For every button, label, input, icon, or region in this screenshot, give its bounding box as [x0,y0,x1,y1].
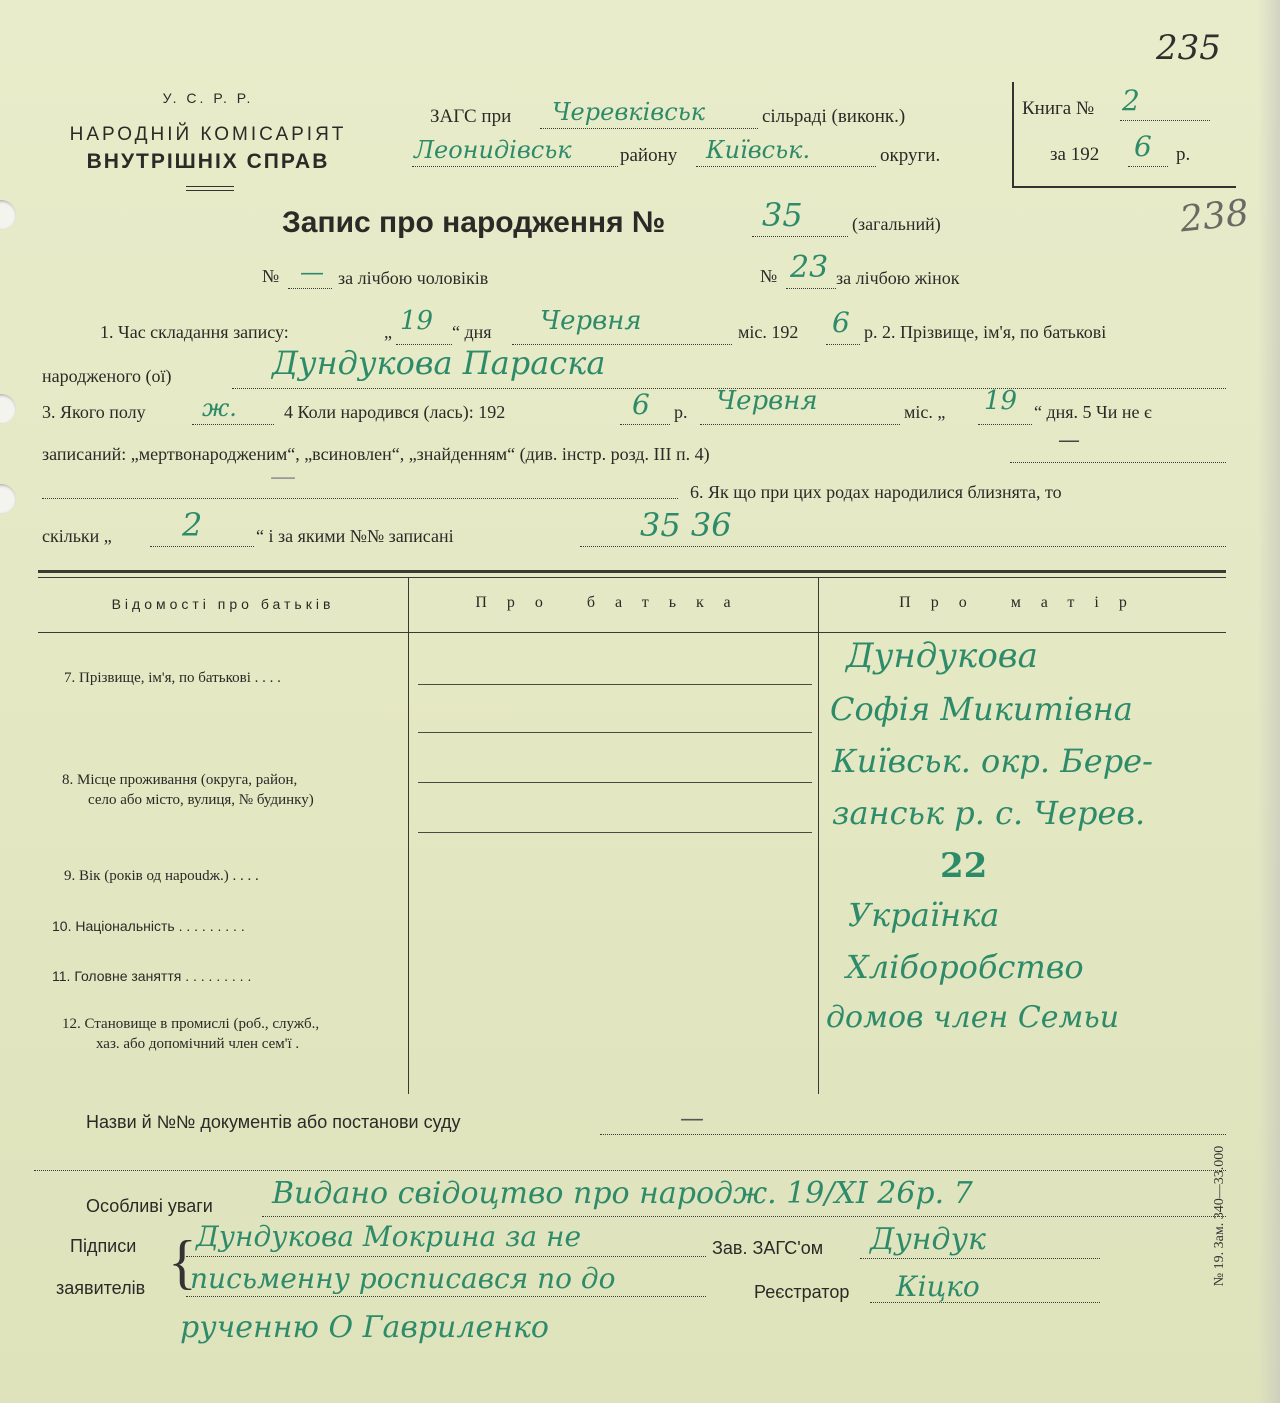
fill-line [1128,166,1168,167]
mother-age-handwritten: 22 [940,846,988,886]
special-notes-label: Особливі уваги [86,1196,213,1216]
fill-line [262,1216,1226,1217]
mother-nationality-handwritten: Українка [848,896,1000,934]
print-mark: № 19. Зам. 340—33.000 [1212,1145,1228,1287]
father-row-line [418,732,812,733]
sex-handwritten: ж. [202,394,237,422]
fill-line [186,1296,706,1297]
surname-label: р. 2. Прізвище, ім'я, по батькові [864,322,1107,342]
birth-day-handwritten: 19 [984,386,1018,416]
fill-line [412,166,618,167]
fill-line [826,344,860,345]
fill-line [288,288,332,289]
fill-line [42,498,678,499]
zags-head-handwritten: Дундук [870,1222,986,1257]
mother-surname-handwritten: Дундукова [846,636,1038,676]
women-count-handwritten: 23 [790,250,829,285]
table-header-rule [38,632,1226,633]
okrug-label: округи. [880,145,941,166]
book-label: Книга № [1022,98,1095,119]
signatures-label: Підписи [70,1236,137,1256]
twins-question: 6. Як що при цих родах народилися близнята, то [690,482,1062,502]
district-handwritten: Леонидівськ [414,136,572,164]
fill-line [580,546,1226,547]
child-name-handwritten: Дундукова Параска [272,344,606,382]
header-commissariat: НАРОДНІЙ КОМІСАРІЯТ [69,124,347,145]
fill-line [34,1170,1226,1171]
men-count-handwritten: — [300,258,324,286]
signature-2-handwritten: письменну росписався по до [190,1262,616,1295]
record-month-handwritten: Червня [540,306,642,336]
fill-line [696,166,876,167]
row-label-occupation: 11. Головне заняття . . . . . . . . . [52,968,252,984]
birth-year-label: 4 Коли народився (лась): 192 [284,402,506,422]
punch-hole [0,484,16,514]
quote-open: „ [384,322,392,342]
fill-line [150,546,254,547]
punch-hole [0,394,16,424]
men-count-label: за лічбою чоловіків [338,268,489,288]
row-label-age: 9. Вік (років од нароudж.) . . . . [64,868,259,884]
row-label-position: 12. Становище в промислі (роб., служб., [62,1016,320,1032]
record-day-handwritten: 19 [400,306,434,336]
documents-label: Назви й №№ документів або постанови суду [86,1112,461,1132]
table-column-divider [818,578,819,1094]
father-row-line [418,832,812,833]
record-title: Запис про народження № [282,206,666,239]
birth-month-label: міс. „ [904,402,946,422]
book-number-handwritten: 2 [1122,84,1140,117]
year-handwritten: 6 [1134,130,1152,163]
status-question: записаний: „мертвонародженим“, „всиновлен“, „знайденням“ (див. інстр. розд. III п. 4) [42,444,710,464]
mother-residence-2-handwritten: занськ р. с. Черев. [832,794,1146,832]
twins-blank-handwritten: — [270,462,296,492]
zags-prefix: ЗАГС при [430,106,512,127]
mother-residence-handwritten: Київськ. окр. Бере- [832,742,1153,780]
fill-line [620,424,670,425]
record-year-handwritten: 6 [832,306,850,339]
record-year-label: міс. 192 [738,322,799,342]
corner-number-handwritten: 235 [1156,28,1221,68]
col-parents-header: Відомості про батьків [111,596,335,612]
twins-numbers-handwritten: 35 36 [640,506,732,544]
year-suffix: р. [1176,144,1191,165]
fill-line [540,128,758,129]
okrug-handwritten: Київськ. [706,136,811,164]
women-count-prefix: № [760,266,778,286]
fill-line [860,1258,1100,1259]
district-label: району [620,145,678,166]
born-label: народженого (ої) [42,366,172,386]
men-count-prefix: № [262,266,280,286]
zags-suffix: сільраді (виконк.) [762,106,906,127]
birth-year-handwritten: 6 [632,388,650,421]
signature-3-handwritten: рученню О Гавриленко [180,1310,549,1345]
birth-month-handwritten: Червня [716,386,818,416]
fill-line [192,424,274,425]
zags-village-handwritten: Черевківськ [552,98,706,126]
registrar-label: Реєстратор [754,1282,850,1302]
record-day-label: “ дня [452,322,492,342]
row-label-residence-2: село або місто, вулиця, № будинку) [88,792,314,808]
fill-line [1010,462,1226,463]
twins-count-label: скільки „ [42,526,112,546]
header-internal-affairs: ВНУТРІШНІХ СПРАВ [86,150,330,173]
record-date-label: 1. Час складання запису: [100,322,289,342]
status-handwritten: — [1058,428,1080,453]
year-prefix: за 192 [1050,144,1100,165]
mother-position-handwritten: домов член Семьи [826,1000,1120,1035]
punch-hole [0,200,16,230]
birth-year-suffix: р. [674,402,688,422]
fill-line [600,1134,1226,1135]
twins-count-handwritten: 2 [182,506,203,544]
zags-head-label: Зав. ЗАГС'ом [712,1238,824,1258]
signatures-brace: { [168,1229,197,1295]
col-father-header: Про батька [475,594,751,611]
signature-1-handwritten: Дундукова Мокрина за не [196,1220,582,1253]
row-label-nationality: 10. Національність . . . . . . . . . [52,918,245,934]
women-count-label: за лічбою жінок [836,268,960,288]
fill-line [752,236,848,237]
special-notes-handwritten: Видано свідоцтво про народж. 19/XI 26р. 7 [272,1176,973,1211]
mother-occupation-handwritten: Хліборобство [846,948,1084,986]
applicants-label: заявителів [56,1278,146,1298]
header-ussr: У. С. Р. Р. [162,90,254,106]
fill-line [186,1256,706,1257]
row-label-full-name: 7. Прізвище, ім'я, по батькові . . . . [64,670,281,686]
page-edge-shadow [1258,0,1280,1403]
col-mother-header: Про матір [899,594,1147,611]
table-top-rule [38,570,1226,573]
sex-label: 3. Якого полу [42,402,146,422]
fill-line [1120,120,1210,121]
fill-line [700,424,900,425]
side-number-handwritten: 238 [1178,192,1251,241]
birth-day-label: “ дня. 5 Чи не є [1034,402,1152,422]
table-top-rule [38,577,1226,578]
documents-handwritten: — [680,1104,704,1132]
record-number-handwritten: 35 [762,196,803,234]
header-divider [186,186,234,191]
registrar-handwritten: Кіцко [896,1270,980,1303]
fill-line [786,288,836,289]
record-general-label: (загальний) [852,214,941,234]
row-label-residence: 8. Місце проживання (округа, район, [62,772,298,788]
fill-line [978,424,1032,425]
mother-name-handwritten: Софія Микитівна [830,690,1133,728]
table-column-divider [408,578,409,1094]
father-row-line [418,782,812,783]
row-label-position-2: хаз. або допомічний член сем'ї . [96,1036,300,1052]
father-row-line [418,684,812,685]
twins-numbers-label: “ і за якими №№ записані [256,526,454,546]
